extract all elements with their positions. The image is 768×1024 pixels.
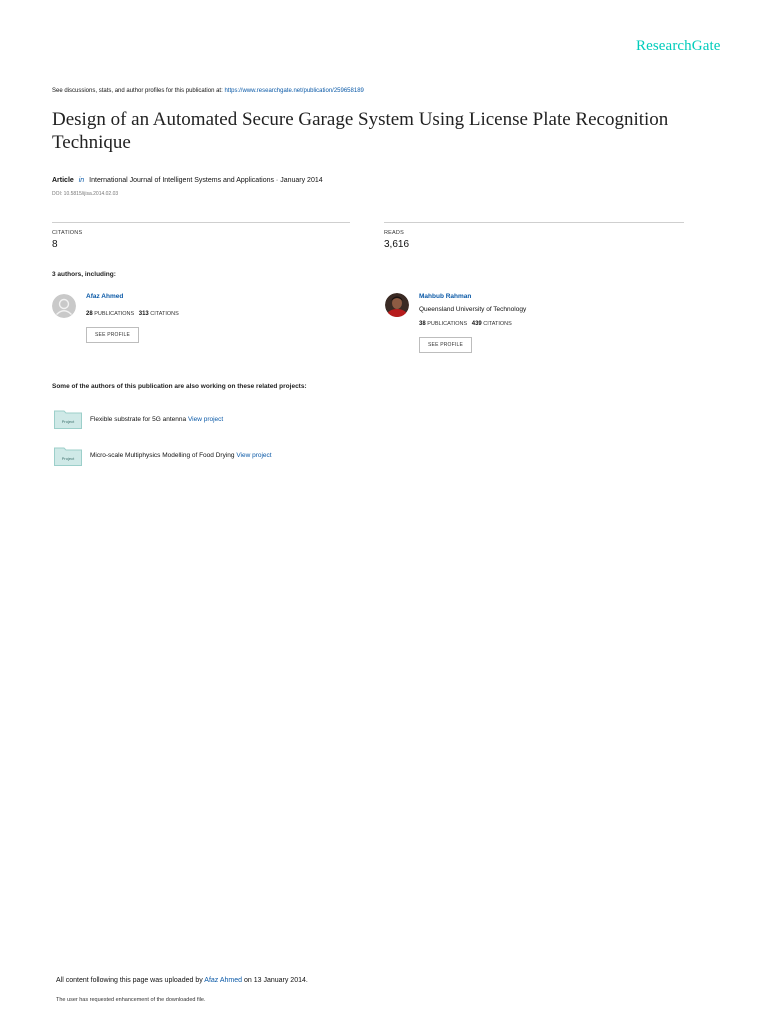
- project-title: Flexible substrate for 5G antenna: [90, 416, 187, 423]
- project-item: [90, 416, 223, 423]
- author-publications-label: PUBLICATIONS: [427, 321, 468, 327]
- publication-url-link[interactable]: https://www.researchgate.net/publication/259658189: [224, 88, 364, 94]
- uploader-link[interactable]: Afaz Ahmed: [204, 977, 243, 984]
- author-citations-label: CITATIONS: [150, 311, 179, 317]
- see-profile-button[interactable]: SEE PROFILE: [419, 337, 472, 353]
- author-name[interactable]: Mahbub Rahman: [419, 293, 472, 300]
- view-project-link[interactable]: View project: [236, 452, 272, 459]
- author-publications-count: 28: [86, 311, 93, 317]
- project-folder-icon: [54, 446, 82, 466]
- discussion-prefix: See discussions, stats, and author profiles for this publication at:: [52, 88, 223, 94]
- citations-label: CITATIONS: [52, 230, 83, 236]
- publication-doi: DOI: 10.5815/ijisa.2014.02.03: [52, 191, 119, 197]
- upload-suffix: on 13 January 2014.: [243, 977, 308, 984]
- citations-value: 8: [52, 239, 58, 250]
- project-title: Micro-scale Multiphysics Modelling of Food Drying: [90, 452, 235, 459]
- author-citations-count: 439: [471, 321, 482, 327]
- upload-prefix: All content following this page was uploaded by: [56, 977, 203, 984]
- author-citations-count: 313: [138, 311, 149, 317]
- upload-note: [56, 977, 308, 984]
- publication-type: Article: [52, 177, 74, 184]
- project-folder-icon: [54, 409, 82, 429]
- publication-title: Design of an Automated Secure Garage System Using License Plate Recognition Technique: [52, 109, 669, 153]
- author-name[interactable]: Afaz Ahmed: [86, 293, 124, 300]
- researchgate-logo[interactable]: ResearchGate: [636, 38, 721, 54]
- enhancement-note: The user has requested enhancement of the downloaded file.: [56, 997, 206, 1003]
- reads-label: READS: [384, 230, 404, 236]
- project-item: [90, 452, 272, 459]
- authors-heading: 3 authors, including:: [52, 271, 116, 278]
- author-affiliation[interactable]: Queensland University of Technology: [419, 306, 527, 313]
- see-profile-button[interactable]: SEE PROFILE: [86, 327, 139, 343]
- author-photo-icon[interactable]: [385, 293, 409, 317]
- author-citations-label: CITATIONS: [483, 321, 512, 327]
- author-avatar-placeholder-icon[interactable]: [52, 294, 76, 318]
- view-project-link[interactable]: View project: [187, 416, 224, 423]
- author-publications-count: 38: [419, 321, 426, 327]
- publication-meta: [52, 177, 323, 184]
- author-counts: [86, 311, 179, 317]
- discussion-line: [52, 88, 364, 94]
- publication-venue[interactable]: International Journal of Intelligent Systems and Applications · January 2014: [89, 177, 323, 184]
- related-projects-heading: Some of the authors of this publication are also working on these related projects:: [52, 383, 307, 390]
- project-icon-label: Project: [61, 419, 75, 424]
- publication-in-word: in: [78, 177, 85, 184]
- reads-value: 3,616: [384, 239, 410, 250]
- divider-left: [52, 222, 350, 223]
- project-icon-label: Project: [61, 456, 75, 461]
- author-counts: [419, 321, 512, 327]
- divider-right: [384, 222, 684, 223]
- author-publications-label: PUBLICATIONS: [94, 311, 135, 317]
